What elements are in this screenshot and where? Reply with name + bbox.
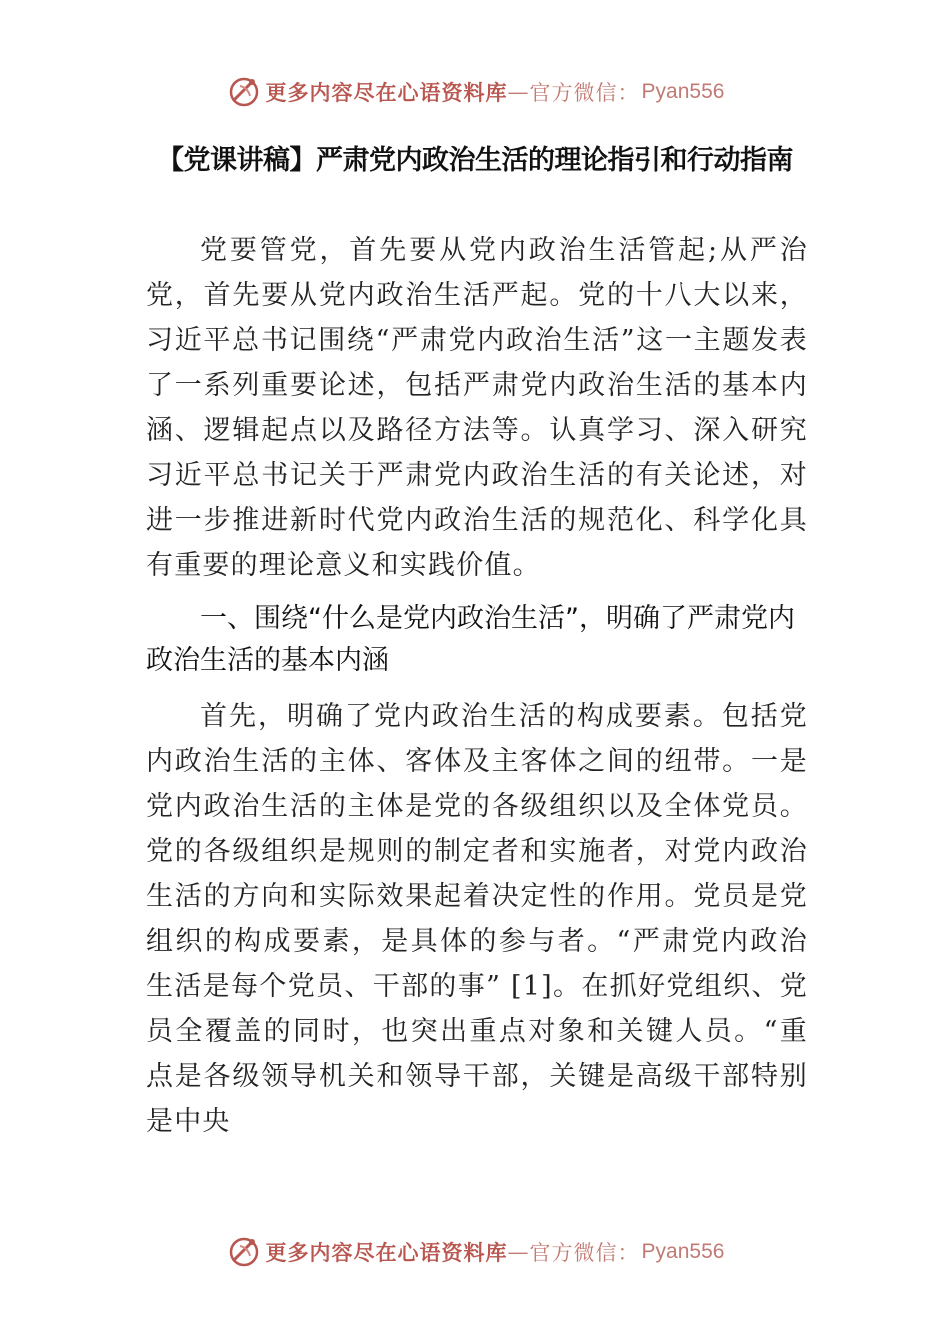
section-heading-1: 一、围绕“什么是党内政治生活”，明确了严肃党内政治生活的基本内涵 <box>146 603 795 676</box>
banner-separator: — <box>507 80 530 104</box>
library-logo-icon <box>226 74 262 110</box>
banner-separator: — <box>507 1240 530 1264</box>
paragraph-section-1: 首先，明确了党内政治生活的构成要素。包括党内政治生活的主体、客体及主客体之间的纽带。一是党内政治生活的主体是党的各级组织以及全体党员。党的各级组织是规则的制定者和实施者，对党内政治生活的方向和实际效果起着决定性的作用。党员是党组织的构成要素，是具体的参与者。“严肃党内政治生活是每个党员、干部的事” [1]。在抓好党组织、党员全覆盖的同时，也突出重点对象和关键人员。“重点是各级领导机关和领导干部，关键是高级干部特别是中央 <box>146 701 808 1137</box>
header-banner <box>0 70 950 114</box>
paragraph-intro: 党要管党，首先要从党内政治生活管起;从严治党，首先要从党内政治生活严起。党的十八大以来，习近平总书记围绕“严肃党内政治生活”这一主题发表了一系列重要论述，包括严肃党内政治生活的基本内涵、逻辑起点以及路径方法等。认真学习、深入研究习近平总书记关于严肃党内政治生活的有关论述，对进一步推进新时代党内政治生活的规范化、科学化具有重要的理论意义和实践价值。 <box>146 235 808 581</box>
banner-wechat-handle: Pyan556 <box>641 1240 725 1263</box>
banner-brand: 更多内容尽在心语资料库 <box>265 80 508 105</box>
banner-brand: 更多内容尽在心语资料库 <box>265 1240 508 1265</box>
banner-contact-label: 官方微信： <box>529 1241 640 1265</box>
footer-banner <box>0 1230 950 1274</box>
banner-wechat-handle: Pyan556 <box>641 80 725 103</box>
library-logo-icon <box>226 1234 262 1270</box>
document-title: 【党课讲稿】严肃党内政治生活的理论指引和行动指南 <box>157 145 793 176</box>
banner-contact-label: 官方微信： <box>529 81 640 105</box>
document-body <box>146 228 808 1144</box>
